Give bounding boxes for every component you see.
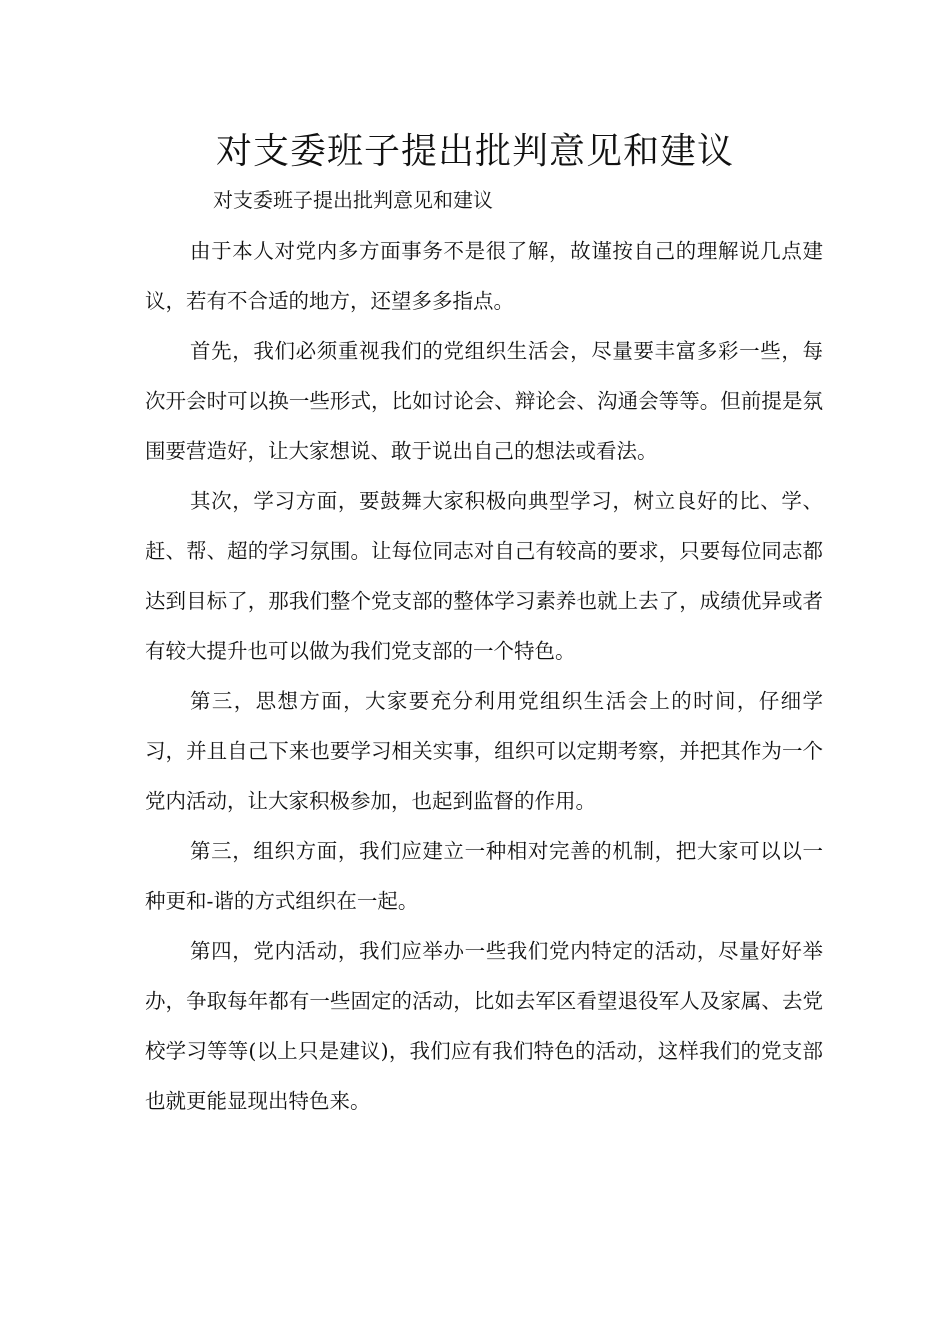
paragraph: 第四，党内活动，我们应举办一些我们党内特定的活动，尽量好好举办，争取每年都有一些固定的活动，比如去军区看望退役军人及家属、去党校学习等等(以上只是建议)，我们应有我们特色的活动，这样我们的党支部也就更能显现出特色来。 [145, 939, 823, 1113]
paragraph: 其次，学习方面，要鼓舞大家积极向典型学习，树立良好的比、学、赶、帮、超的学习氛围。让每位同志对自己有较高的要求，只要每位同志都达到目标了，那我们整个党支部的整体学习素养也就上去了，成绩优异或者有较大提升也可以做为我们党支部的一个特色。 [145, 489, 823, 663]
paragraph: 第三，思想方面，大家要充分利用党组织生活会上的时间，仔细学习，并且自己下来也要学习相关实事，组织可以定期考察，并把其作为一个党内活动，让大家积极参加，也起到监督的作用。 [145, 689, 823, 813]
paragraph: 第三，组织方面，我们应建立一种相对完善的机制，把大家可以以一种更和-谐的方式组织在一起。 [145, 839, 823, 913]
document-title: 对支委班子提出批判意见和建议 [215, 131, 734, 172]
document-body [145, 226, 823, 1126]
paragraph: 由于本人对党内多方面事务不是很了解，故谨按自己的理解说几点建议，若有不合适的地方，还望多多指点。 [145, 239, 823, 313]
document-subtitle: 对支委班子提出批判意见和建议 [213, 188, 493, 212]
paragraph: 首先，我们必须重视我们的党组织生活会，尽量要丰富多彩一些，每次开会时可以换一些形式，比如讨论会、辩论会、沟通会等等。但前提是氛围要营造好，让大家想说、敢于说出自己的想法或看法。 [145, 339, 823, 463]
